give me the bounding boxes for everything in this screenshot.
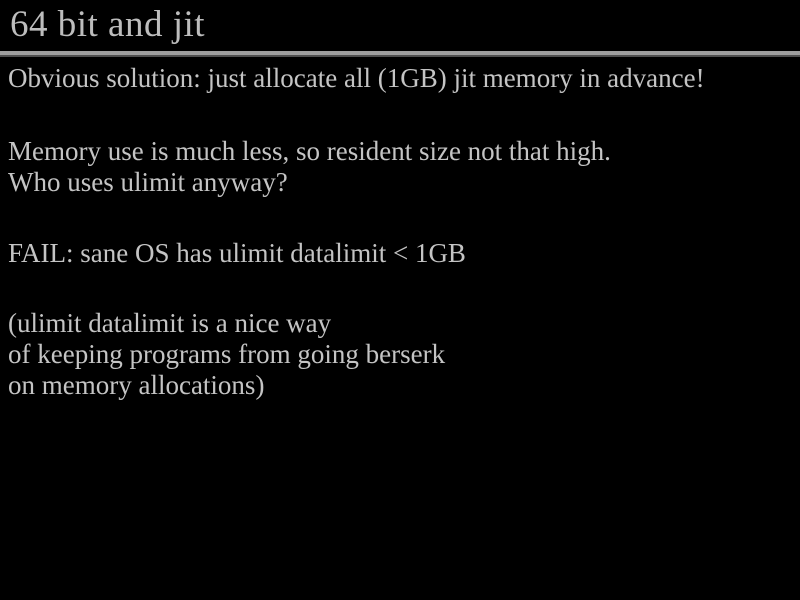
body-line-obvious-solution: Obvious solution: just allocate all (1GB) jit memory in advance! (8, 63, 705, 93)
body-line-keeping-programs: of keeping programs from going berserk (8, 339, 446, 369)
slide-title: 64 bit and jit (10, 4, 206, 45)
separator-shadow-line (0, 55, 800, 57)
body-line-memory-allocations: on memory allocations) (8, 370, 265, 400)
body-line-fail-sane-os: FAIL: sane OS has ulimit datalimit < 1GB (8, 238, 466, 268)
body-line-memory-use: Memory use is much less, so resident size not that high. (8, 136, 611, 166)
body-line-ulimit-nice-way: (ulimit datalimit is a nice way (8, 308, 332, 338)
title-separator (0, 51, 800, 57)
body-line-who-uses-ulimit: Who uses ulimit anyway? (8, 167, 288, 197)
